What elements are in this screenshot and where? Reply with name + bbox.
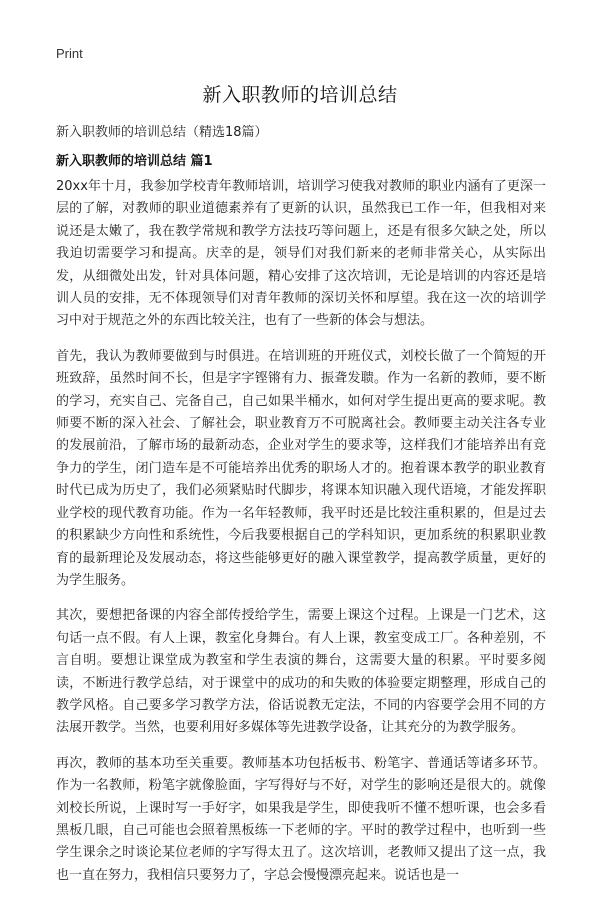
document-body [56,176,546,900]
document-title: 新入职教师的培训总结 [202,84,398,106]
section-heading: 新入职教师的培训总结 篇1 [56,154,213,169]
paragraph-1: 20xx年十月，我参加学校青年教师培训，培训学习使我对教师的职业内涵有了更深一层的了解，对教师的职业道德素养有了更新的认识，虽然我已工作一年，但我相对来说还是太嫩了，我在教学常规和教学方法技巧等问题上，还是有很多欠缺之处，所以我迫切需要学习和提高。庆幸的是，领导们对我们新来的老师非常关心，从实际出发，从细微处出发，针对具体问题，精心安排了这次培训，无论是培训的内容还是培训人员的安排，无不体现领导们对青年教师的深切关怀和厚望。我在这一次的培训学习中对于规范之外的东西比较关注，也有了一些新的体会与想法。 [56,179,546,329]
paragraph-4: 再次，教师的基本功至关重要。教师基本功包括板书、粉笔字、普通话等诸多环节。作为一名教师，粉笔字就像脸面，字写得好与不好，对学生的影响还是很大的。就像刘校长所说，上课时写一手好字，如果我是学生，即使我听不懂不想听课，也会多看黑板几眼，自己可能也会照着黑板练一下老师的字。平时的教学过程中，也听到一些学生课余之时谈论某位老师的字写得太丑了。这次培训，老教师又提出了这一点，我也一直在努力，我相信只要努力了，字总会慢慢漂亮起来。说话也是一 [56,755,546,883]
paragraph-2: 首先，我认为教师要做到与时俱进。在培训班的开班仪式，刘校长做了一个简短的开班致辞，虽然时间不长，但是字字铿锵有力、振聋发聩。作为一名新的教师，要不断的学习，充实自己、完备自己，自己如果半桶水，如何对学生提出更高的要求呢。教师要不断的深入社会、了解社会，职业教育万不可脱离社会。教师要主动关注各专业的发展前沿，了解市场的最新动态，企业对学生的要求等，这样我们才能培养出有竞争力的学生，闭门造车是不可能培养出优秀的职场人才的。抱着课本教学的职业教育时代已成为历史了，我们必须紧贴时代脚步，将课本知识融入现代语境，才能发挥职业学校的现代教育功能。作为一名年轻教师，我平时还是比较注重积累的，但是过去的积累缺少方向性和系统性，今后我要根据自己的学科知识，更加系统的积累职业教育的最新理论及发展动态，将这些能够更好的融入课堂教学，提高教学质量，更好的为学生服务。 [56,348,546,588]
document-subtitle: 新入职教师的培训总结（精选18篇） [56,125,268,140]
print-link[interactable]: Print [56,46,83,61]
paragraph-3: 其次，要想把备课的内容全部传授给学生，需要上课这个过程。上课是一门艺术，这句话一点不假。有人上课，教室化身舞台。有人上课，教室变成工厂。各种差别，不言自明。要想让课堂成为教室和学生表演的舞台，这需要大量的积累。平时要多阅读，不断进行教学总结，对于课堂中的成功的和失败的体验要定期整理，形成自己的教学风格。自己要多学习教学方法，俗话说教无定法，不同的内容要学会用不同的方法展开教学。当然，也要利用好多媒体等先进教学设备，让其充分的为教学服务。 [56,608,546,736]
